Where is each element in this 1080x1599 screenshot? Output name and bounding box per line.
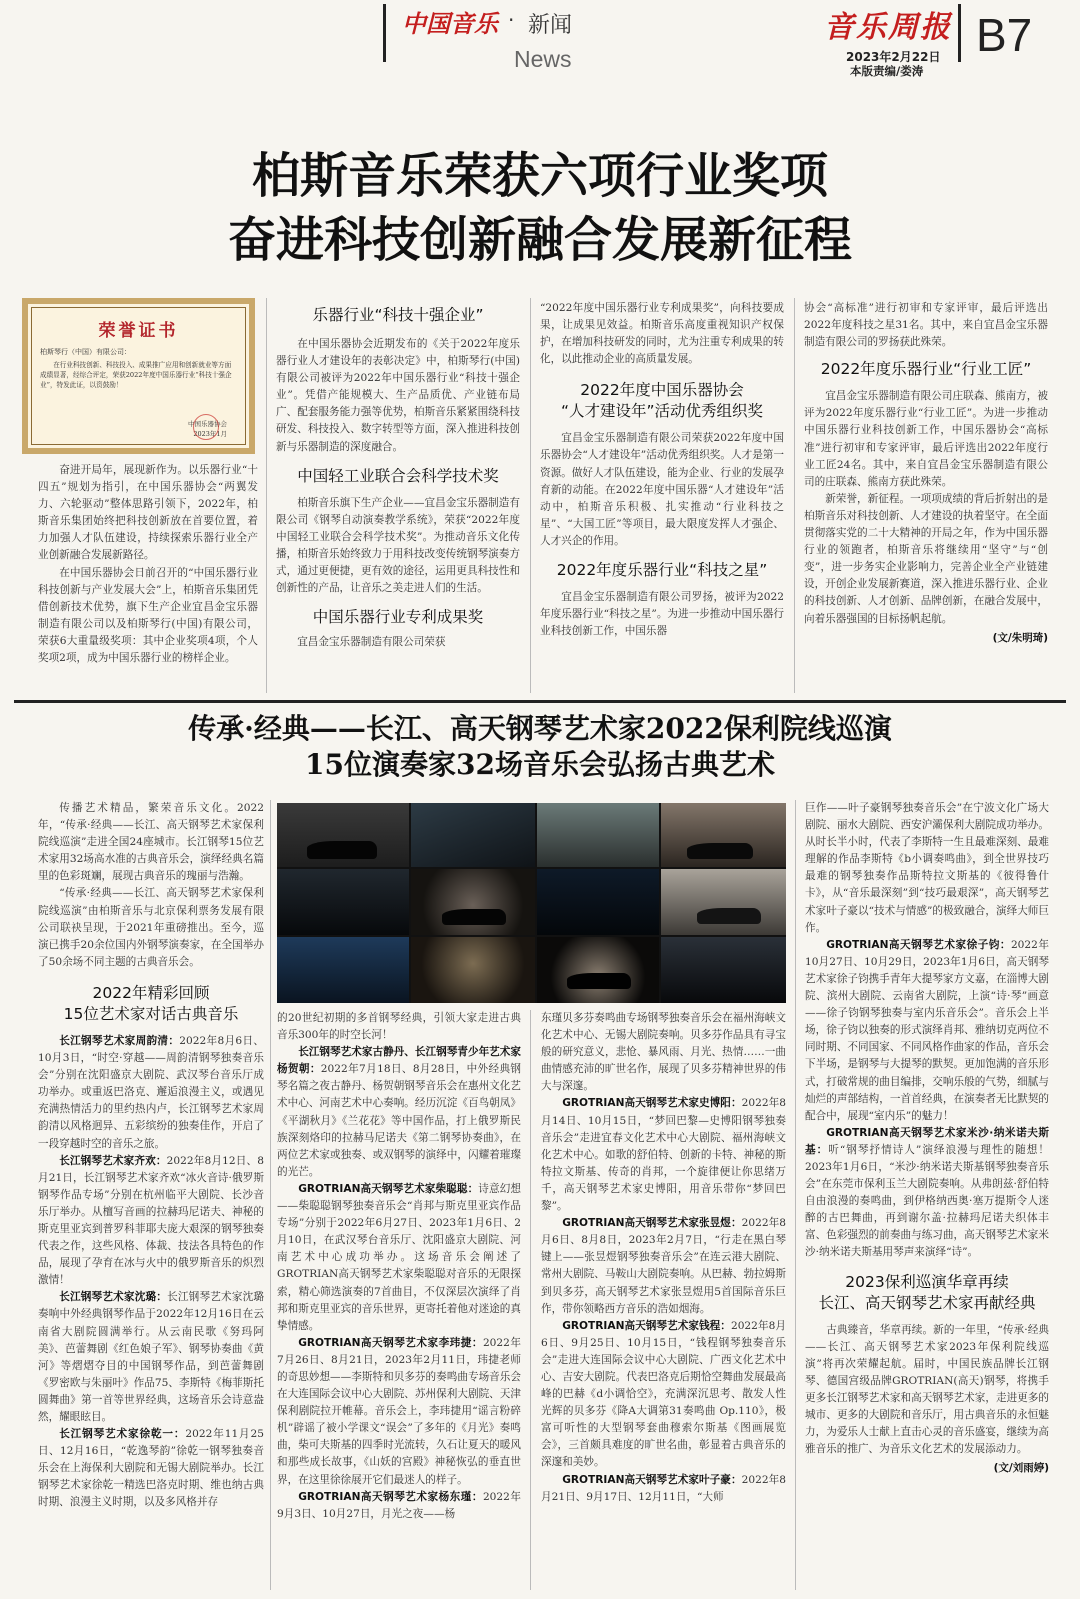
article2-col2-p2-wrap [277, 1044, 521, 1181]
article-separator [14, 700, 1066, 703]
masthead-section-en: News [514, 46, 572, 72]
article2-col3-p3-wrap [541, 1215, 786, 1318]
article2-col3-p2-label: GROTRIAN高天钢琴艺术家史博阳： [562, 1097, 742, 1110]
article1-col3-p2: 宜昌金宝乐器制造有限公司荣获2022年度中国乐器协会“人才建设年”活动优秀组织奖。人才是第一资源。做好人才队伍建设，能为企业、行业的发展孕育新的动能。在2022年度中国乐器“人才建设年”活动中，柏斯音乐积极、扎实推动“行业科技之星”、“大国工匠”等项目，最大限度发挥人才强企、人才兴企的作用。 [540, 432, 784, 547]
masthead-right-bar [958, 4, 961, 62]
article2-col4-closing [805, 1322, 1049, 1459]
concert-photo [411, 803, 535, 867]
article2-col1-sub-b: 15位艺术家对话古典音乐 [63, 1004, 239, 1023]
article1-col2-p3: 宜昌金宝乐器制造有限公司荣获 [297, 636, 446, 649]
certificate-issuer: 中国乐器协会 [188, 420, 227, 428]
divider [270, 800, 271, 1590]
article2-col1-p1: 传播艺术精品，繁荣音乐文化。2022年，“传承·经典——长江、高天钢琴艺术家保利院线巡演”走进全国24座城市。长江钢琴15位艺术家用32场高水准的古典音乐会，演绎经典名篇里的色彩斑斓，展现古典音乐的瑰丽与浩瀚。 [38, 802, 264, 883]
article2-col1-intro [38, 800, 264, 971]
article1-col2-p2-wrap [276, 495, 520, 598]
article2-col1-p6-wrap [38, 1426, 264, 1511]
article1-col4-p1-wrap [804, 300, 1048, 351]
divider [530, 1010, 531, 1590]
article2-col1-p5: 长江钢琴艺术家沈璐奏响中外经典钢琴作品于2022年12月16日在云南省大剧院圆满举行。从云南民歌《努玛阿美》、芭蕾舞剧《红色娘子军》、钢琴协奏曲《黄河》等熠熠夺目的中国钢琴作品，到芭蕾舞剧《罗密欧与朱丽叶》作品75、李斯特《梅菲斯托圆舞曲》第一首等世界经典，这场音乐会诗意盎然，耀眼眩目。 [38, 1291, 264, 1423]
article2-col1-p5-label: 长江钢琴艺术家沈璐： [59, 1291, 168, 1304]
concert-photo [661, 937, 786, 1003]
article1-col4-p2-wrap [804, 388, 1048, 627]
article2-col2-p5: 2022年9月3日、10月27日，月光之夜——杨 [277, 1490, 521, 1520]
masthead-logo-right: 音乐周报 [824, 10, 952, 45]
piano-silhouette [567, 973, 631, 989]
concert-photo [277, 937, 409, 1003]
piano-silhouette [442, 909, 506, 925]
article1-col3-p3: 宜昌金宝乐器制造有限公司罗扬，被评为2022年度乐器行业“科技之星”。为进一步推动中国乐器行业科技创新工作，中国乐器 [540, 591, 784, 638]
article2-col1 [38, 800, 264, 1592]
concert-photo-collage [277, 803, 786, 1003]
piano-silhouette [697, 908, 761, 924]
masthead-left-bar [383, 4, 386, 62]
article2-col1-p4: 2022年8月12日、8月21日，长江钢琴艺术家齐欢“冰火音诗·俄罗斯钢琴作品专场”分别在杭州临平大剧院、长沙音乐厅举办。从檀写音画的拉赫玛尼诺夫、神秘的斯克里亚宾到普罗科菲耶夫庞大艰深的钢琴独奏代表之作，这些风格、体裁、技法各具特色的作品，展现了孕育在冰与火中的俄罗斯音乐的炽烈激情！ [38, 1154, 264, 1287]
article2-col1-p3-wrap [38, 1033, 264, 1153]
article1-col2-sub3: 中国乐器行业专利成果奖 [312, 608, 484, 627]
article1-col3-p2-wrap [540, 430, 784, 550]
concert-photo [277, 869, 409, 935]
masthead-date: 2023年2月22日 [846, 50, 941, 64]
divider [266, 298, 267, 693]
article2-col2-p3-label: GROTRIAN高天钢琴艺术家柴聪聪： [298, 1182, 479, 1195]
article2-col1-p4-label: 长江钢琴艺术家齐欢： [59, 1154, 167, 1167]
article2-col3-p4-label: GROTRIAN高天钢琴艺术家钱程： [562, 1319, 731, 1332]
masthead-editor: 本版责编/娄涛 [850, 64, 924, 78]
article2-col3-p2: 2022年8月14日、10月15日，“梦回巴黎—史博阳钢琴独奏音乐会”走进宜春文化艺术中心大剧院、福州海峡文化艺术中心。如歌的舒伯特、创新的卡特、神秘的斯特拉文斯基、传奇的肖邦，一个旋律便让你思绪万千，高天钢琴艺术家史博阳，用音乐带你“梦回巴黎”。 [541, 1097, 786, 1213]
masthead-section-cn: 新闻 [528, 13, 573, 38]
article1-col3-p3-wrap [540, 589, 784, 640]
article2-byline: (文/刘雨婷) [993, 1462, 1049, 1475]
article1-col1-p1: 奋进开局年，展现新作为。以乐器行业“十四五”规划为指引，在中国乐器协会“两翼发力、六轮驱动”整体思路引领下，2022年，柏斯音乐集团始终把科技创新放在首要位置，着力加强人才队伍建设，持续探索乐器行业全产业创新融合发展新路径。 [38, 464, 258, 562]
article2-col1-p2: “传承·经典——长江、高天钢琴艺术家保利院线巡演”由柏斯音乐与北京保利票务发展有限公司联袂呈现，于2021年重磅推出。至今，巡演已携手20余位国内外钢琴演奏家，在全国举办了50余场不同主题的古典音乐会。 [38, 887, 264, 968]
article1-col1 [38, 462, 258, 692]
certificate-recipient: 柏斯琴行（中国）有限公司： [40, 348, 131, 356]
piano-silhouette [687, 843, 753, 859]
article1-col2-p1-wrap [276, 336, 520, 456]
concert-photo [661, 869, 786, 935]
article1-byline: (文/朱明琦) [992, 631, 1048, 644]
article2-col4-p2-label: GROTRIAN高天钢琴艺术家徐子钧： [826, 938, 1011, 951]
article2-col2-p1: 的20世纪初期的多首钢琴经典，引领大家走进古典音乐300年的时空长河！ [277, 1012, 521, 1042]
article2-col3-p5-label: GROTRIAN高天钢琴艺术家叶子豪： [562, 1473, 742, 1486]
article2-col2-p3: 诗意幻想——柴聪聪钢琴独奏音乐会“肖邦与斯克里亚宾作品专场”分别于2022年6月27日、2023年1月6日、2月10日，在武汉琴台音乐厅、沈阳盛京大剧院、河南艺术中心成功举办。这场音乐会阐述了GROTRIAN高天钢琴艺术家柴聪聪对音乐的无限探索，精心筛选演奏的7首曲目，不仅深层次演绎了肖邦和斯克里亚宾的音乐世界，更寄托着他对迷途的真挚情感。 [277, 1182, 521, 1332]
article1-col3-sub2: 2022年度乐器行业“科技之星” [556, 561, 768, 580]
article2-col3-p5: 2022年8月21日、9月17日、12月11日，“大师 [541, 1473, 786, 1503]
masthead-section-dot: · [508, 8, 515, 32]
article2-col4-p3: 听“钢琴抒情诗人”演绎浪漫与理性的随想！2023年1月6日，“米沙·纳米诺夫斯基钢琴独奏音乐会”在东莞市保利玉兰大剧院奏响。从弗朗兹·舒伯特自由浪漫的奏鸣曲，到伊格纳西奥·塞万提斯令人迷醉的古巴舞曲，再到谢尔盖·拉赫玛尼诺夫织体丰富、色彩强烈的前奏曲与练习曲，高天钢琴艺术家米沙·纳米诺夫斯基用琴声来演绎“诗”。 [805, 1143, 1049, 1259]
certificate-title: 荣誉证书 [98, 321, 179, 341]
article1-col4-sub1: 2022年度乐器行业“行业工匠” [820, 360, 1032, 379]
article2-headline-1: 传承·经典——长江、高天钢琴艺术家2022保利院线巡演 [188, 712, 892, 745]
article2-col4-sub-b: 长江、高天钢琴艺术家再献经典 [818, 1293, 1036, 1312]
article1-col4-p2: 宜昌金宝乐器制造有限公司庄联森、熊南方，被评为2022年度乐器行业“行业工匠”。为进一步推动中国乐器行业科技创新工作，中国乐器协会“高标准”进行初审和专家评审，最后评选出2022年度行业工匠24名。其中，来自宜昌金宝乐器制造有限公司的庄联森、熊南方获此殊荣。 [804, 390, 1048, 488]
masthead [0, 0, 1080, 82]
article2-col3-p5-wrap [541, 1472, 786, 1506]
article2-col2 [277, 1010, 521, 1592]
article1-col3-p1-wrap [540, 300, 784, 368]
article2-col1-p6: 2022年11月25日、12月16日，“乾逸琴韵”徐乾一钢琴独奏音乐会在上海保利大剧院和无锡大剧院举办。长江钢琴艺术家徐乾一精选巴洛克时期、维也纳古典时期、浪漫主义时期，以及多风格并存 [38, 1428, 264, 1509]
article2-col3-p4-wrap [541, 1318, 786, 1472]
article2-col4-body [805, 800, 1049, 1262]
divider [795, 800, 796, 1590]
article2-col3-p3-label: GROTRIAN高天钢琴艺术家张昱煜： [562, 1217, 742, 1230]
article2-col1-p6-label: 长江钢琴艺术家徐乾一： [59, 1428, 186, 1441]
concert-photo [537, 869, 659, 935]
article1-col4 [804, 300, 1048, 693]
article2-col4-sub-a: 2023保利巡演华章再续 [845, 1272, 1009, 1291]
article2-col3-p4: 2022年8月6日、9月25日、10月15日，“钱程钢琴独奏音乐会”走进大连国际会议中心大剧院、广西文化艺术中心、吉安大剧院。代表巴洛克后期恰空舞曲发展最高峰的巴赫《d小调恰空》，充满深沉思考、散发人性光辉的贝多芬《降A大调第31奏鸣曲 Op.110》，极富可听性的大型钢琴套曲穆索尔斯基《图画展览会》，三首颇具难度的旷世名曲，彰显着古典音乐的深邃和美妙。 [541, 1319, 786, 1469]
article1-headline-1: 柏斯音乐荣获六项行业奖项 [251, 148, 828, 204]
article2-col1-body [38, 1033, 264, 1512]
article2-col2-p2-label: 长江钢琴艺术家古静丹、长江钢琴青少年艺术家杨贺朝： [277, 1046, 521, 1076]
article2-col2-p4-label: GROTRIAN高天钢琴艺术家李玮捷： [298, 1336, 483, 1349]
piano-silhouette [307, 841, 377, 859]
article2-col1-p3-label: 长江钢琴艺术家周韵清： [59, 1034, 180, 1047]
article2-col1-sub-a: 2022年精彩回顾 [92, 983, 210, 1002]
article1-col2-sub1: 乐器行业“科技十强企业” [312, 306, 484, 324]
article1-col3-sub1a: 2022年度中国乐器协会 [580, 381, 744, 400]
article2-col1-p3: 2022年8月6日、10月3日，“时空·穿越——周韵清钢琴独奏音乐会”分别在沈阳盛京大剧院、武汉琴台音乐厅成功举办。或重返巴洛克、邂逅浪漫主义，或遇见充满热情活力的里约热内卢，长江钢琴艺术家周韵清以风格迥异、五彩缤纷的独奏佳作，开启了一段穿越时空的音乐之旅。 [38, 1034, 264, 1150]
article2-col4-p3-label: GROTRIAN高天钢琴艺术家米沙·纳米诺夫斯基： [805, 1126, 1049, 1156]
article2-col4-p3-wrap [805, 1125, 1049, 1262]
concert-photo [411, 869, 535, 935]
article1-col4-p3: 新荣誉，新征程。一项项成绩的背后折射出的是柏斯音乐对科技创新、人才建设的执着坚守。在全面贯彻落实党的二十大精神的开局之年，作为中国乐器行业的领跑者，柏斯音乐将继续用“坚守”与“创变”，进一步务实企业影响力，完善企业全产业链建设，开创企业发展新赛道，深入推进乐器行业、企业的科技创新、人才创新、品牌创新，在融合发展中，向着乐器强国的目标扬帆起航。 [804, 492, 1048, 625]
certificate-seal [193, 414, 219, 440]
article2-col2-p2: 2022年7月18日、8月28日，中外经典钢琴名篇之夜古静丹、杨贺朝钢琴音乐会在惠州文化艺术中心、河南艺术中心奏响。经历沉淀《百鸟朝凤》《平湖秋月》《兰花花》等中国作品，打上俄罗斯民族深刻烙印的拉赫马尼诺夫《第二钢琴协奏曲》，在两位艺术家或独奏、或双钢琴的演绎中，闪耀着璀璨的光芒。 [277, 1063, 521, 1178]
article2-col3-p3: 2022年8月6日、8月8日，2023年2月7日，“行走在黑白琴键上——张昱煜钢琴独奏音乐会”在连云港大剧院、常州大剧院、马鞍山大剧院奏响。从巴赫、勃拉姆斯到贝多芬，高天钢琴艺术家张昱煜用5首国际音乐巨作，带你领略西方音乐的浩如烟海。 [541, 1217, 786, 1315]
certificate-date: 2023年1月 [193, 430, 227, 438]
article2-headline-2: 15位演奏家32场音乐会弘扬古典艺术 [305, 748, 775, 781]
article2-col3-p2-wrap [541, 1095, 786, 1215]
article2-col4 [805, 800, 1049, 1592]
article1-col2-p3-wrap [276, 634, 520, 651]
article2-col3 [541, 1010, 786, 1592]
concert-photo [537, 803, 659, 867]
divider [794, 298, 795, 693]
article2-col1-p4-wrap [38, 1153, 264, 1290]
honor-certificate [22, 298, 255, 454]
page-number: B7 [976, 9, 1033, 61]
article1-col3-p1: “2022年度中国乐器行业专利成果奖”，向科技要成果，让成果见效益。柏斯音乐高度重视知识产权保护，在增加科技研发的同时，尤为注重专利成果的转化，以此推动企业的高质量发展。 [540, 302, 784, 366]
article1-col3 [540, 300, 784, 693]
article1-col2 [276, 305, 520, 693]
article1-col2-p2: 柏斯音乐旗下生产企业——宜昌金宝乐器制造有限公司《钢琴自动演奏教学系统》，荣获“2022年度中国轻工业联合会科学技术奖”。为推动音乐文化传播，柏斯音乐始终致力于用科技改变传统钢琴演奏方式，通过更便捷，更有效的途径，运用更具科技性和创新性的产品，让音乐之美走进人们的生活。 [276, 496, 520, 595]
concert-photo [411, 937, 535, 1003]
divider [530, 298, 531, 693]
article1-col2-p1: 在中国乐器协会近期发布的《关于2022年度乐器行业人才建设年的表彰决定》中，柏斯琴行(中国)有限公司被评为2022年中国乐器行业“科技十强企业”。凭借产能规模大、生产品质优、产业链布局广、配套服务能力强等优势，柏斯音乐紧紧围绕科技研发、科技投入、数字转型等方面，深入推进科技创新与乐器制造的深度融合。 [276, 338, 520, 453]
article2-col2-body [277, 1010, 521, 1523]
article2-col2-p5-label: GROTRIAN高天钢琴艺术家杨东瑾： [298, 1490, 483, 1503]
article1-headline-2: 奋进科技创新融合发展新征程 [227, 212, 852, 268]
masthead-logo-left: 中国音乐 [402, 9, 498, 38]
article2-col2-p5-wrap [277, 1489, 521, 1523]
article1-col4-p1: 协会“高标准”进行初审和专家评审，最后评选出2022年度科技之星31名。其中，来自宜昌金宝乐器制造有限公司的罗扬获此殊荣。 [804, 302, 1048, 349]
article2-col3-p1: 东瑾贝多芬奏鸣曲专场钢琴独奏音乐会在福州海峡文化艺术中心、无锡大剧院奏响。贝多芬作品具有寻宝般的研究意义，悲怆、暴风雨、月光、热情……一曲曲情感充沛的旷世名作，展现了贝多芬精神世界的伟大与深邃。 [541, 1012, 786, 1093]
certificate-body: 在行业科技创新、科技投入、成果推广应用和创新就业等方面成绩显著，经综合评定，荣获2022年度中国乐器行业“科技十强企业”，特发此证，以资鼓励！ [40, 361, 232, 389]
article2-col1-p5-wrap [38, 1289, 264, 1426]
article2-col2-p4: 2022年7月26日、8月21日，2023年2月11日，玮捷老师的奇思妙想——李斯特和贝多芬的奏鸣曲专场音乐会在大连国际会议中心大剧院、苏州保利大剧院、天津保利剧院拉开帷幕。音乐会上，李玮捷用“谣言粉碎机”辟谣了被小学课文“误会”了多年的《月光》奏鸣曲，柴可夫斯基的四季时光流转，久石让夏天的暖风和那些成长故事，《山妖的宫殿》神秘恢弘的垂直世界，在这里徐徐展开它们最迷人的样子。 [277, 1336, 521, 1486]
article2-col4-p1: 巨作——叶子豪钢琴独奏音乐会”在宁波文化广场大剧院、丽水大剧院、西安沪灞保利大剧院成功举办。从时长半小时，代表了李斯特一生且最难深刻、最难理解的作品李斯特《b小调奏鸣曲》，到全世界技巧最难的钢琴独奏作品斯特拉文斯基的《彼得鲁什卡》，从“音乐最深刻”到“技巧最艰深”，高天钢琴艺术家叶子豪以“技术与情感”的极致融合，演绎大师巨作。 [805, 802, 1049, 934]
article2-col4-p2-wrap [805, 937, 1049, 1125]
article2-col4-p2: 2022年10月27日、10月29日，2023年1月6日，高天钢琴艺术家徐子钧携手青年大提琴家方文嘉，在淄博大剧院、滨州大剧院、云南省大剧院，上演“诗·琴”画意——徐子钧钢琴独奏与室内乐音乐会”。音乐会上半场，徐子钧以独奏的形式演绎肖邦、雅纳切克两位不同时期、不同国家、不同风格作曲家的作品，音乐会下半场，是钢琴与大提琴的默契。更加饱满的音乐形式，打破常规的曲目编排，交响乐般的气势，细腻与灿烂的声部结构，一首首经典，在演奏者无比默契的配合中，展现“室内乐”的魅力！ [805, 938, 1049, 1122]
article2-col2-p3-wrap [277, 1181, 521, 1335]
article1-col3-sub1b: “人才建设年”活动优秀组织奖 [560, 402, 764, 421]
article1-col2-sub2: 中国轻工业联合会科学技术奖 [297, 466, 499, 485]
article2-col2-p4-wrap [277, 1335, 521, 1489]
article2-col3-body [541, 1010, 786, 1506]
concert-photo [537, 937, 659, 1003]
article1-col1-p2: 在中国乐器协会日前召开的“中国乐器行业科技创新与产业发展大会”上，柏斯音乐集团凭借创新技术优势，旗下生产企业宜昌金宝乐器制造有限公司以及柏斯琴行(中国)有限公司，荣获6大重量级奖项：其中企业奖项4项，个人奖项2项，成为中国乐器行业的榜样企业。 [38, 566, 258, 665]
article2-col4-p4: 古典臻音，华章再续。新的一年里，“传承·经典——长江、高天钢琴艺术家2023年保利院线巡演”将再次荣耀起航。届时，中国民族品牌长江钢琴、德国宫级品牌GROTRIAN(高天)钢琴，将携手更多长江钢琴艺术家和高天钢琴艺术家，走进更多的城市、更多的大剧院和音乐厅，用古典音乐的永恒魅力，为爱乐人士献上直击心灵的音乐盛宴，继续为高雅音乐的推广、为音乐文化艺术的发展添动力。 [805, 1323, 1049, 1456]
